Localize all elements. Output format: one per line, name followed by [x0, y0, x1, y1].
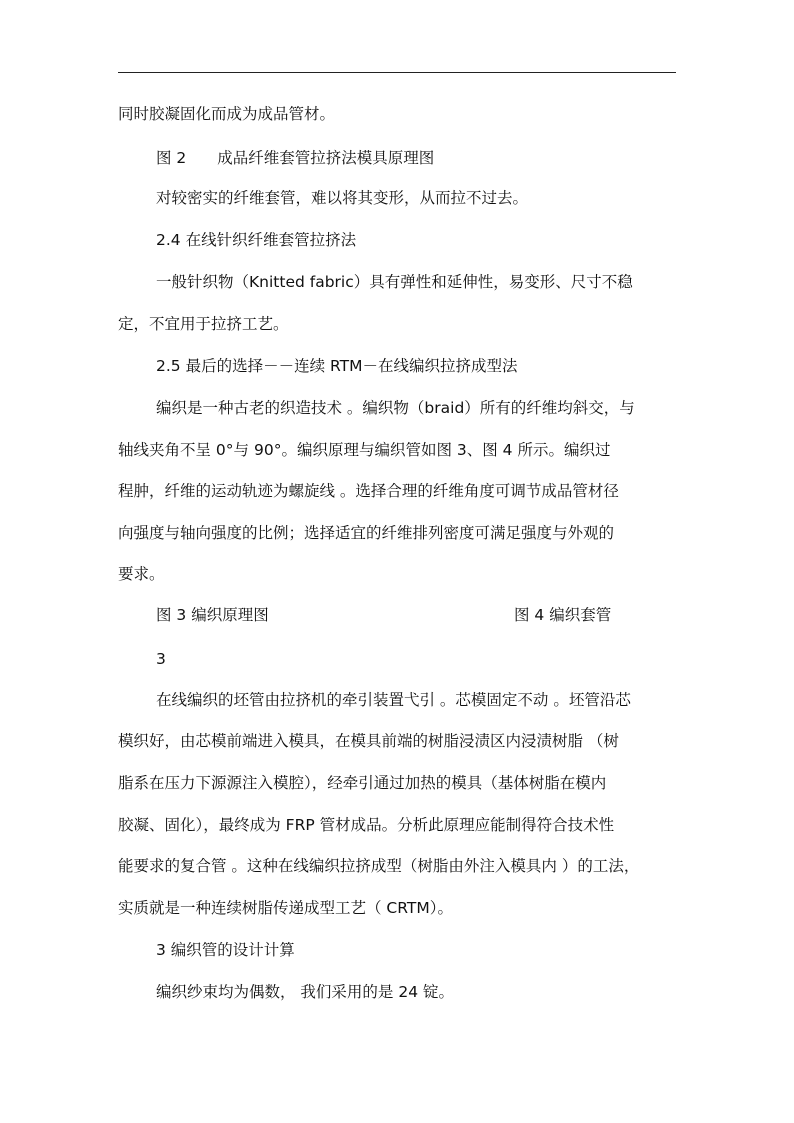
figure-caption: 图 4 编织套管 — [514, 606, 612, 624]
body-text-line: 在线编织的坯管由拉挤机的牵引装置弋引 。芯模固定不动 。坯管沿芯 — [156, 691, 631, 709]
body-text-line: 定，不宜用于拉挤工艺。 — [118, 315, 289, 333]
body-text-line: 编织纱束均为偶数， 我们采用的是 24 锭。 — [156, 983, 455, 1001]
body-text-line: 能要求的复合管 。这种在线编织拉挤成型（树脂由外注入模具内 ）的工法， — [118, 857, 640, 875]
body-text-line: 实质就是一种连续树脂传递成型工艺（ CRTM）。 — [118, 899, 453, 917]
body-text-line: 脂系在压力下源源注入模腔），经牵引通过加热的模具（基体树脂在模内 — [118, 774, 607, 792]
body-text-line: 要求。 — [118, 565, 165, 583]
section-heading: 2.4 在线针织纤维套管拉挤法 — [156, 231, 357, 249]
body-text-line: 同时胶凝固化而成为成品管材。 — [118, 105, 336, 123]
section-heading: 2.5 最后的选择－－连续 RTM－在线编织拉挤成型法 — [156, 357, 518, 375]
header-rule — [118, 72, 676, 73]
body-text-line: 程肿，纤维的运动轨迹为螺旋线 。选择合理的纤维角度可调节成品管材径 — [118, 482, 619, 500]
figure-caption: 图 3 编织原理图 — [156, 606, 269, 624]
figure-caption: 图 2 成品纤维套管拉挤法模具原理图 — [156, 149, 435, 167]
body-text-line: 模织好，由芯模前端进入模具，在模具前端的树脂浸渍区内浸渍树脂 （树 — [118, 732, 619, 750]
body-text-line: 胶凝、固化），最终成为 FRP 管材成品。分析此原理应能制得符合技术性 — [118, 816, 615, 834]
body-text-line: 轴线夹角不呈 0°与 90°。编织原理与编织管如图 3、图 4 所示。编织过 — [118, 441, 611, 459]
body-text-line: 一般针织物（Knitted fabric）具有弹性和延伸性，易变形、尺寸不稳 — [156, 273, 633, 291]
section-heading: 3 编织管的设计计算 — [156, 941, 295, 959]
figure-caption-continued: 3 — [156, 650, 166, 668]
body-text-line: 编织是一种古老的织造技术 。编织物（braid）所有的纤维均斜交，与 — [156, 399, 635, 417]
body-text-line: 对较密实的纤维套管，难以将其变形，从而拉不过去。 — [156, 189, 529, 207]
body-text-line: 向强度与轴向强度的比例；选择适宜的纤维排列密度可满足强度与外观的 — [118, 524, 615, 542]
